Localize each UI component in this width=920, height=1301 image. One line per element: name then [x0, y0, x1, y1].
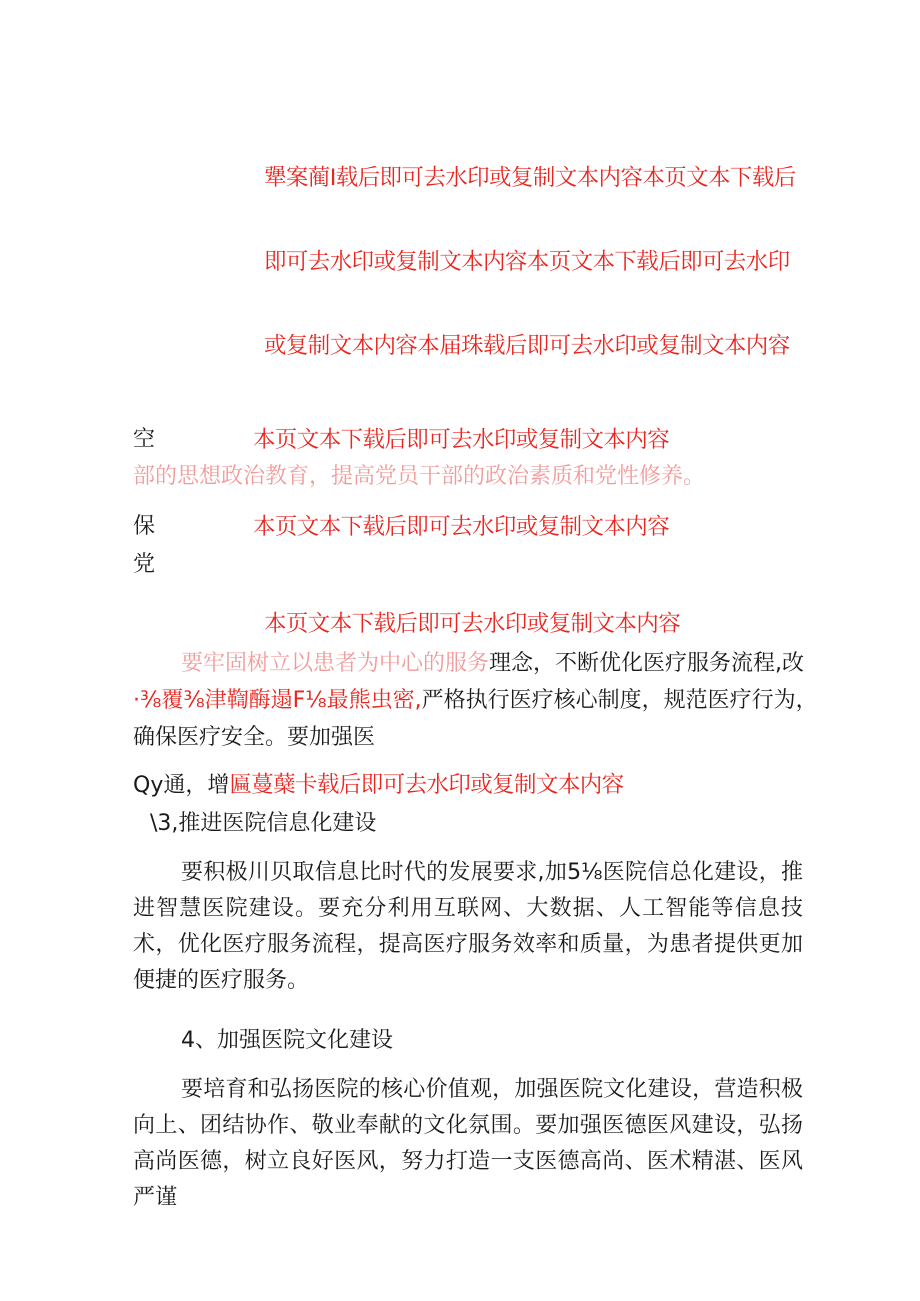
watermark-repeat-1: 本页文本下载后即可去水印或复制文本内容 [253, 427, 670, 453]
section-4-body [133, 1072, 803, 1216]
fragment-bao: 保 [133, 514, 156, 539]
watermark-repeat-2: 本页文本下载后即可去水印或复制文本内容 [253, 514, 670, 540]
faded-text-line: 部的思想政治教育，提高党员干部的政治素质和党性修养。 [133, 464, 706, 489]
fragment-kong: 空 [133, 427, 156, 452]
watermark-repeat-3: 本页文本下载后即可去水印或复制文本内容 [264, 611, 681, 637]
service-line4-garbled: 匾蔓蘖卡载后即可去水印或复制文本内容 [229, 772, 624, 798]
service-line1-rest: 理念，不断优化医疗服务流程,改 [489, 651, 805, 676]
service-faded-start: 要牢固树立以患者为中心的服务 [181, 651, 490, 676]
section-4-paragraph: 要培育和弘扬医院的核心价值观，加强医院文化建设，营造积极向上、团结协作、敬业奉献的文化氛围。要加强医德医风建设，弘扬高尚医德，树立良好医风，努力打造一支医德高尚、医术精湛、医风严谨 [133, 1077, 803, 1210]
service-garbled-text: ·⅜覆⅜津鞫酶遢F⅛最熊虫密, [133, 688, 422, 713]
service-line4-prefix: Qy通，增 [133, 773, 230, 798]
watermark-line-3: 或复制文本内容本届珠载后即可去水印或复制文本内容 [264, 333, 790, 359]
watermark-line-2: 即可去水印或复制文本内容本页文本下载后即可去水印 [264, 249, 790, 275]
section-3-paragraph: 要积极川贝取信息比时代的发展要求,加5⅛医院信总化建设，推进智慧医院建设。要充分利用互联网、大数据、人工智能等信息技术，优化医疗服务流程，提高医疗服务效率和质量，为患者提供更加便捷的医疗服务。 [133, 860, 803, 993]
fragment-dang: 党 [133, 552, 156, 577]
service-line2-rest: 严格执行医疗核心制度，规范医疗行为， [421, 688, 818, 713]
service-para-line-2 [133, 687, 818, 715]
section-4-heading: 4、加强医院文化建设 [181, 1028, 393, 1053]
section-3-heading: \3,推进医院信息化建设 [150, 811, 377, 836]
watermark-line-1: 犟案蔺I载后即可去水印或复制文本内容本页文本下载后 [264, 165, 796, 191]
service-para-line-3: 确保医疗安全。要加强医 [133, 725, 376, 750]
service-para-line-1 [181, 650, 804, 678]
service-para-line-4 [133, 771, 624, 800]
section-3-body [133, 855, 803, 999]
